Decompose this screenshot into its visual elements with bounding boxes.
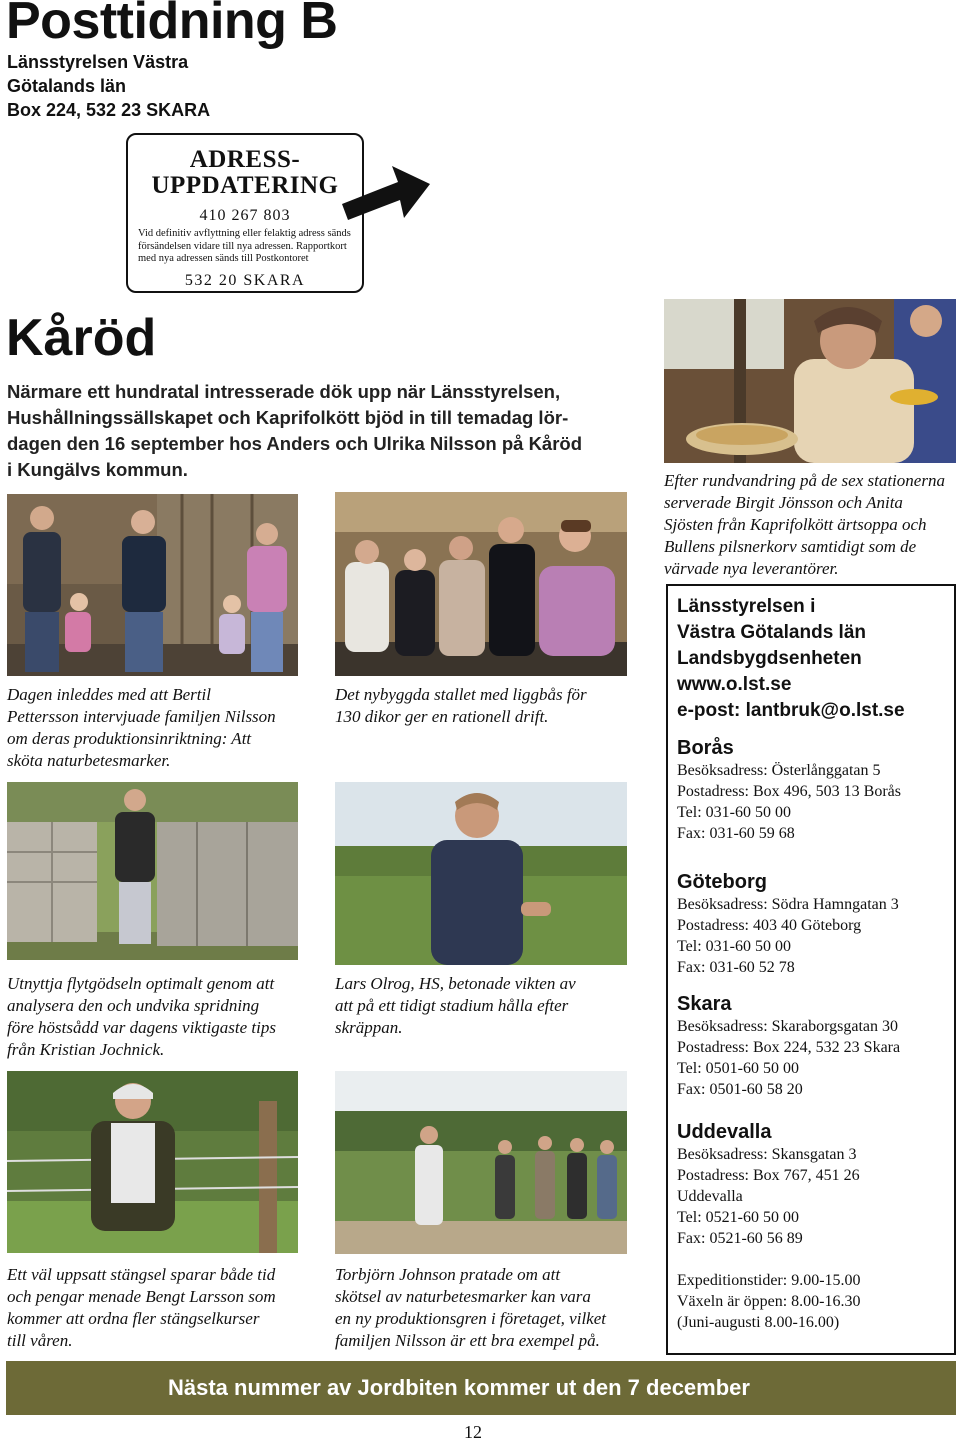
address-update-number: 410 267 803 xyxy=(199,207,291,224)
arrow-right-icon xyxy=(338,160,434,232)
office-line: Besöksadress: Södra Hamngatan 3 xyxy=(677,896,899,913)
photo-barn-interview xyxy=(7,494,298,676)
office-line: Tel: 031-60 50 00 xyxy=(677,938,791,955)
instruction-line: med nya adressen sänds till Postkontoret xyxy=(138,253,309,264)
office-uddevalla-name: Uddevalla xyxy=(677,1121,772,1143)
hours-line: Växeln är öppen: 8.00-16.30 xyxy=(677,1293,861,1310)
office-line: Tel: 031-60 50 00 xyxy=(677,804,791,821)
caption-line: skräppan. xyxy=(335,1018,403,1037)
caption-line: Lars Olrog, HS, betonade vikten av xyxy=(335,974,576,993)
agency-unit: Landsbygdsenheten xyxy=(677,648,862,669)
office-goteborg-name: Göteborg xyxy=(677,871,767,893)
lead-line: Hushållningssällskapet och Kaprifolkött bjöd in till temadag lör- xyxy=(7,407,569,428)
office-uddevalla xyxy=(677,1144,951,1249)
office-line: Tel: 0521-60 50 00 xyxy=(677,1209,799,1226)
office-line: Postadress: Box 767, 451 26 xyxy=(677,1167,860,1184)
caption-line: Pettersson intervjuade familjen Nilsson xyxy=(7,707,276,726)
office-line: Fax: 0521-60 56 89 xyxy=(677,1230,803,1247)
office-line: Besöksadress: Skaraborgsgatan 30 xyxy=(677,1018,898,1035)
lead-line: i Kungälvs kommun. xyxy=(7,459,188,480)
instruction-line: försändelsen vidare till nya adressen. Rapportkort xyxy=(138,240,347,252)
office-line: Fax: 031-60 52 78 xyxy=(677,959,795,976)
hours-line: Expeditionstider: 9.00-15.00 xyxy=(677,1272,861,1289)
office-line: Postadress: Box 224, 532 23 Skara xyxy=(677,1039,901,1056)
office-line: Besöksadress: Österlånggatan 5 xyxy=(677,762,881,779)
office-line: Postadress: Box 496, 503 13 Borås xyxy=(677,783,901,800)
caption-line: Sjösten från Kaprifolkött ärtsoppa och xyxy=(664,515,927,534)
next-issue-banner: Nästa nummer av Jordbiten kommer ut den 7 december xyxy=(6,1361,956,1415)
caption-stable xyxy=(335,684,627,728)
caption-line: en ny produktionsgren i företaget, vilket xyxy=(335,1309,606,1328)
instruction-line: Vid definitiv avflyttning eller felaktig adress sänds xyxy=(138,228,351,239)
office-boras xyxy=(677,760,951,844)
caption-line: från Kristian Jochnick. xyxy=(7,1040,165,1059)
agency-name-line: Länsstyrelsen i xyxy=(677,596,816,617)
caption-line: sköta naturbetesmarker. xyxy=(7,751,171,770)
caption-barn-interview xyxy=(7,684,298,772)
hours-line: (Juni-augusti 8.00-16.00) xyxy=(677,1314,840,1331)
agency-header xyxy=(677,594,951,724)
address-heading-line: UPPDATERING xyxy=(151,172,339,199)
address-update-instructions xyxy=(128,228,362,266)
photo-fence xyxy=(7,1071,298,1253)
photo-stable-crowd xyxy=(335,492,627,676)
agency-email-link[interactable]: e-post: lantbruk@o.lst.se xyxy=(677,700,905,721)
lead-line: dagen den 16 september hos Anders och Ulrika Nilsson på Kåröd xyxy=(7,433,583,454)
photo-lars-olrog xyxy=(335,782,627,965)
sender-address xyxy=(7,50,210,122)
contact-box-content xyxy=(677,594,951,1333)
agency-name-line: Västra Götalands län xyxy=(677,622,867,643)
address-heading-line: ADRESS- xyxy=(189,146,301,173)
sender-line: Länsstyrelsen Västra xyxy=(7,52,189,72)
caption-line: Efter rundvandring på de sex stationerna xyxy=(664,471,945,490)
address-update-heading xyxy=(128,147,362,199)
caption-lars-olrog xyxy=(335,973,627,1039)
caption-manure-tips xyxy=(7,973,298,1061)
caption-line: att på ett tidigt stadium hålla efter xyxy=(335,996,569,1015)
photo-manure-tips xyxy=(7,782,298,960)
page-number: 12 xyxy=(464,1422,482,1442)
photo-soup-serving xyxy=(664,299,956,463)
caption-line: Bullens pilsnerkorv samtidigt som de xyxy=(664,537,917,556)
office-line: Fax: 031-60 59 68 xyxy=(677,825,795,842)
office-line: Postadress: 403 40 Göteborg xyxy=(677,917,862,934)
address-update-city: 532 20 SKARA xyxy=(184,271,306,289)
agency-website-link[interactable]: www.o.lst.se xyxy=(677,674,792,695)
caption-line: före höstsådd var dagens viktigaste tips xyxy=(7,1018,276,1037)
caption-line: serverade Birgit Jönsson och Anita xyxy=(664,493,903,512)
lead-line: Närmare ett hundratal intresserade dök upp när Länsstyrelsen, xyxy=(7,381,561,402)
caption-line: Det nybyggda stallet med liggbås för xyxy=(335,685,587,704)
article-lead xyxy=(7,379,633,483)
caption-soup-serving xyxy=(664,470,956,580)
office-boras-name: Borås xyxy=(677,737,734,759)
caption-line: värvade nya leverantörer. xyxy=(664,559,839,578)
office-line: Tel: 0501-60 50 00 xyxy=(677,1060,799,1077)
caption-line: och pengar menade Bengt Larsson som xyxy=(7,1287,276,1306)
caption-line: om deras produktionsinriktning: Att xyxy=(7,729,252,748)
caption-line: till våren. xyxy=(7,1331,73,1350)
contact-info-box xyxy=(666,584,956,1355)
caption-line: Dagen inleddes med att Bertil xyxy=(7,685,211,704)
office-line: Uddevalla xyxy=(677,1188,743,1205)
caption-line: Ett väl uppsatt stängsel sparar både tid xyxy=(7,1265,276,1284)
sender-line: Götalands län xyxy=(7,76,127,96)
sender-line: Box 224, 532 23 SKARA xyxy=(7,100,211,120)
caption-line: skötsel av naturbetesmarker kan vara xyxy=(335,1287,591,1306)
caption-line: kommer att ordna fler stängselkurser xyxy=(7,1309,260,1328)
address-update-box xyxy=(126,133,364,293)
office-line: Besöksadress: Skansgatan 3 xyxy=(677,1146,857,1163)
photo-pasture-group xyxy=(335,1071,627,1254)
caption-line: analysera den och undvika spridning xyxy=(7,996,260,1015)
office-skara xyxy=(677,1016,951,1100)
caption-line: Torbjörn Johnson pratade om att xyxy=(335,1265,561,1284)
article-heading: Kåröd xyxy=(6,309,157,367)
caption-line: Utnyttja flytgödseln optimalt genom att xyxy=(7,974,275,993)
publication-title: Posttidning B xyxy=(6,0,338,50)
opening-hours xyxy=(677,1270,951,1333)
caption-line: 130 dikor ger en rationell drift. xyxy=(335,707,549,726)
office-line: Fax: 0501-60 58 20 xyxy=(677,1081,803,1098)
caption-pasture-group xyxy=(335,1264,627,1352)
office-skara-name: Skara xyxy=(677,993,732,1015)
caption-fence xyxy=(7,1264,298,1352)
office-goteborg xyxy=(677,894,951,978)
caption-line: familjen Nilsson är ett bra exempel på. xyxy=(335,1331,600,1350)
